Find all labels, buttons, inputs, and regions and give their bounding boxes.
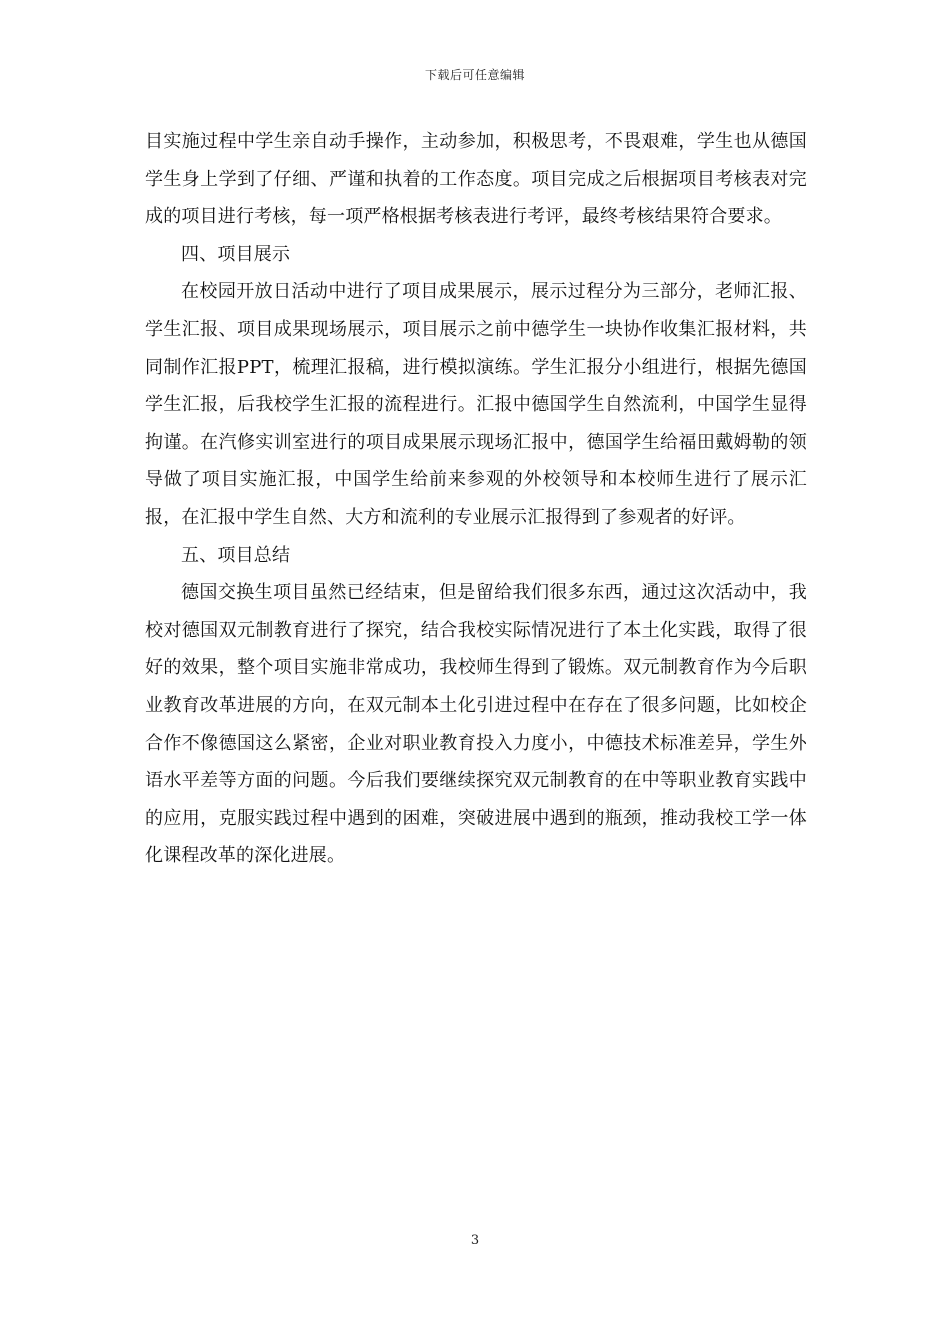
section-heading-project-summary: 五、项目总结 — [181, 544, 291, 566]
page-header: 下载后可任意编辑 — [424, 68, 525, 82]
page-number: 3 — [470, 1233, 480, 1248]
paragraph-project-summary: 德国交换生项目虽然已经结束，但是留给我们很多东西，通过这次活动中，我校对德国双元制教育进行了探究，结合我校实际情况进行了本土化实践，取得了很好的效果，整个项目实施非常成功，我校师生得到了锻炼。双元制教育作为今后职业教育改革进展的方向，在双元制本土化引进过程中在存在了很多问题，比如校企合作不像德国这么紧密，企业对职业教育投入力度小，中德技术标准差异，学生外语水平差等方面的问题。今后我们要继续探究双元制教育的在中等职业教育实践中的应用，克服实践过程中遇到的困难，突破进展中遇到的瓶颈，推动我校工学一体化课程改革的深化进展。 — [145, 582, 807, 867]
document-body — [145, 123, 807, 875]
paragraph-project-display: 在校园开放日活动中进行了项目成果展示，展示过程分为三部分，老师汇报、学生汇报、项目成果现场展示，项目展示之前中德学生一块协作收集汇报材料，共同制作汇报PPT，梳理汇报稿，进行模拟演练。学生汇报分小组进行，根据先德国学生汇报，后我校学生汇报的流程进行。汇报中德国学生自然流利，中国学生显得拘谨。在汽修实训室进行的项目成果展示现场汇报中，德国学生给福田戴姆勒的领导做了项目实施汇报，中国学生给前来参观的外校领导和本校师生进行了展示汇报，在汇报中学生自然、大方和流利的专业展示汇报得到了参观者的好评。 — [145, 281, 807, 528]
section-heading-project-display: 四、项目展示 — [181, 243, 291, 265]
paragraph-continuation: 目实施过程中学生亲自动手操作，主动参加，积极思考，不畏艰难，学生也从德国学生身上学到了仔细、严谨和执着的工作态度。项目完成之后根据项目考核表对完成的项目进行考核，每一项严格根据考核表进行考评，最终考核结果符合要求。 — [145, 131, 807, 228]
